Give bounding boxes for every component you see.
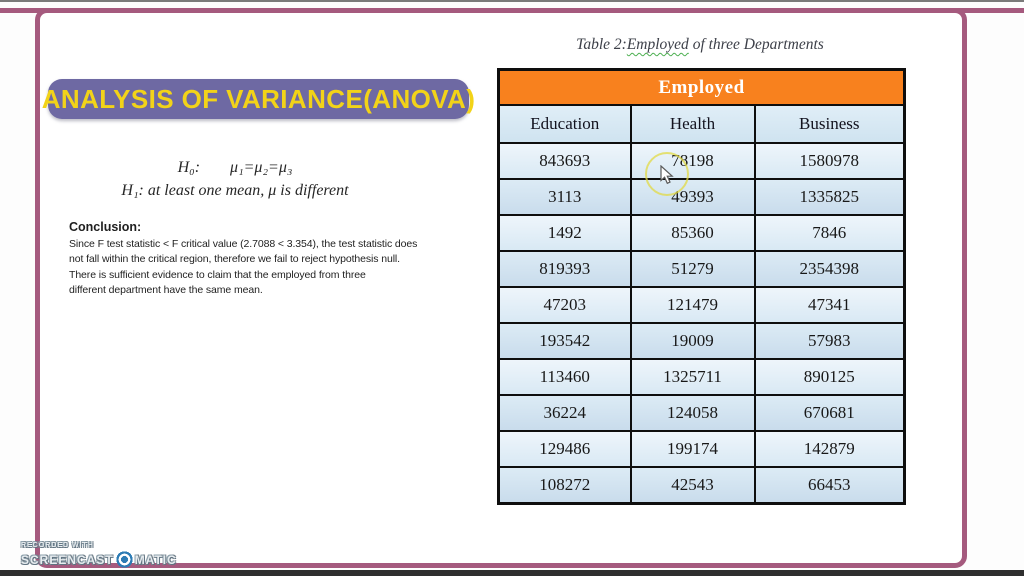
table-row [499, 431, 905, 467]
table-cell: 36224 [499, 395, 631, 431]
table-cell: 49393 [631, 179, 755, 215]
conclusion-line: There is sufficient evidence to claim that the employed from three [69, 268, 366, 281]
watermark-brand [21, 551, 177, 568]
table-cell: 199174 [631, 431, 755, 467]
table-cell: 66453 [755, 467, 905, 504]
table-cell: 1335825 [755, 179, 905, 215]
table-cell: 2354398 [755, 251, 905, 287]
table-cell: 129486 [499, 431, 631, 467]
table-cell: 51279 [631, 251, 755, 287]
table-cell: 193542 [499, 323, 631, 359]
table-cell: 124058 [631, 395, 755, 431]
table-row [499, 323, 905, 359]
table-row [499, 215, 905, 251]
table-cell: 121479 [631, 287, 755, 323]
column-header-row [499, 105, 905, 143]
conclusion-line: different department have the same mean. [69, 284, 263, 297]
hypotheses-block [50, 156, 420, 202]
video-top-edge [0, 0, 1024, 2]
table-cell: 1325711 [631, 359, 755, 395]
table-cell: 47203 [499, 287, 631, 323]
table-cell: 57983 [755, 323, 905, 359]
table-row [499, 359, 905, 395]
employed-table [497, 68, 906, 505]
null-hypothesis-line [50, 156, 420, 179]
table-cell: 843693 [499, 143, 631, 179]
watermark-brand-right: MATIC [134, 552, 177, 567]
h0-label: H₀: [177, 159, 201, 176]
table-row [499, 467, 905, 504]
table-cell: 890125 [755, 359, 905, 395]
slide-title: ANALYSIS OF VARIANCE(ANOVA) [41, 83, 476, 114]
caption-suffix: of three Departments [688, 36, 824, 53]
table-cell: 1580978 [755, 143, 905, 179]
watermark-recorded-with: RECORDED WITH [21, 542, 94, 549]
table-cell: 78198 [631, 143, 755, 179]
table-cell: 670681 [755, 395, 905, 431]
table-row [499, 179, 905, 215]
table-title-cell: Employed [499, 70, 905, 106]
table-cell: 3113 [499, 179, 631, 215]
table-row [499, 395, 905, 431]
conclusion-line: Since F test statistic < F critical value (2.7088 < 3.354), the test statistic does [69, 238, 418, 250]
table-cell: 47341 [755, 287, 905, 323]
table-cell: 142879 [755, 431, 905, 467]
conclusion-line: not fall within the critical region, therefore we fail to reject hypothesis null. [69, 253, 400, 266]
h0-value: μ₁=μ₂=μ₃ [230, 159, 293, 176]
watermark-brand-left: SCREENCAST [21, 552, 114, 567]
table-cell: 113460 [499, 359, 631, 395]
table-cell: 19009 [631, 323, 755, 359]
slide-title-banner [41, 79, 476, 119]
column-header-health: Health [631, 105, 755, 143]
table-row [499, 287, 905, 323]
screencast-watermark [21, 542, 177, 568]
conclusion-block [69, 220, 489, 299]
table-cell: 819393 [499, 251, 631, 287]
caption-flagged-word: Employed [626, 36, 689, 53]
video-bottom-bar [0, 570, 1024, 576]
table-caption [497, 36, 903, 54]
table-row [499, 143, 905, 179]
merged-header-row [499, 70, 905, 106]
column-header-education: Education [499, 105, 631, 143]
table-cell: 1492 [499, 215, 631, 251]
caption-prefix: Table 2: [576, 36, 627, 53]
conclusion-heading: Conclusion: [69, 220, 142, 234]
screencast-o-matic-logo-icon [116, 551, 133, 568]
table-row [499, 251, 905, 287]
table-cell: 42543 [631, 467, 755, 504]
table-cell: 108272 [499, 467, 631, 504]
mouse-cursor-icon [660, 165, 674, 190]
alternative-hypothesis-line: H₁: at least one mean, μ is different [121, 182, 349, 199]
table-cell: 85360 [631, 215, 755, 251]
table-cell: 7846 [755, 215, 905, 251]
column-header-business: Business [755, 105, 905, 143]
